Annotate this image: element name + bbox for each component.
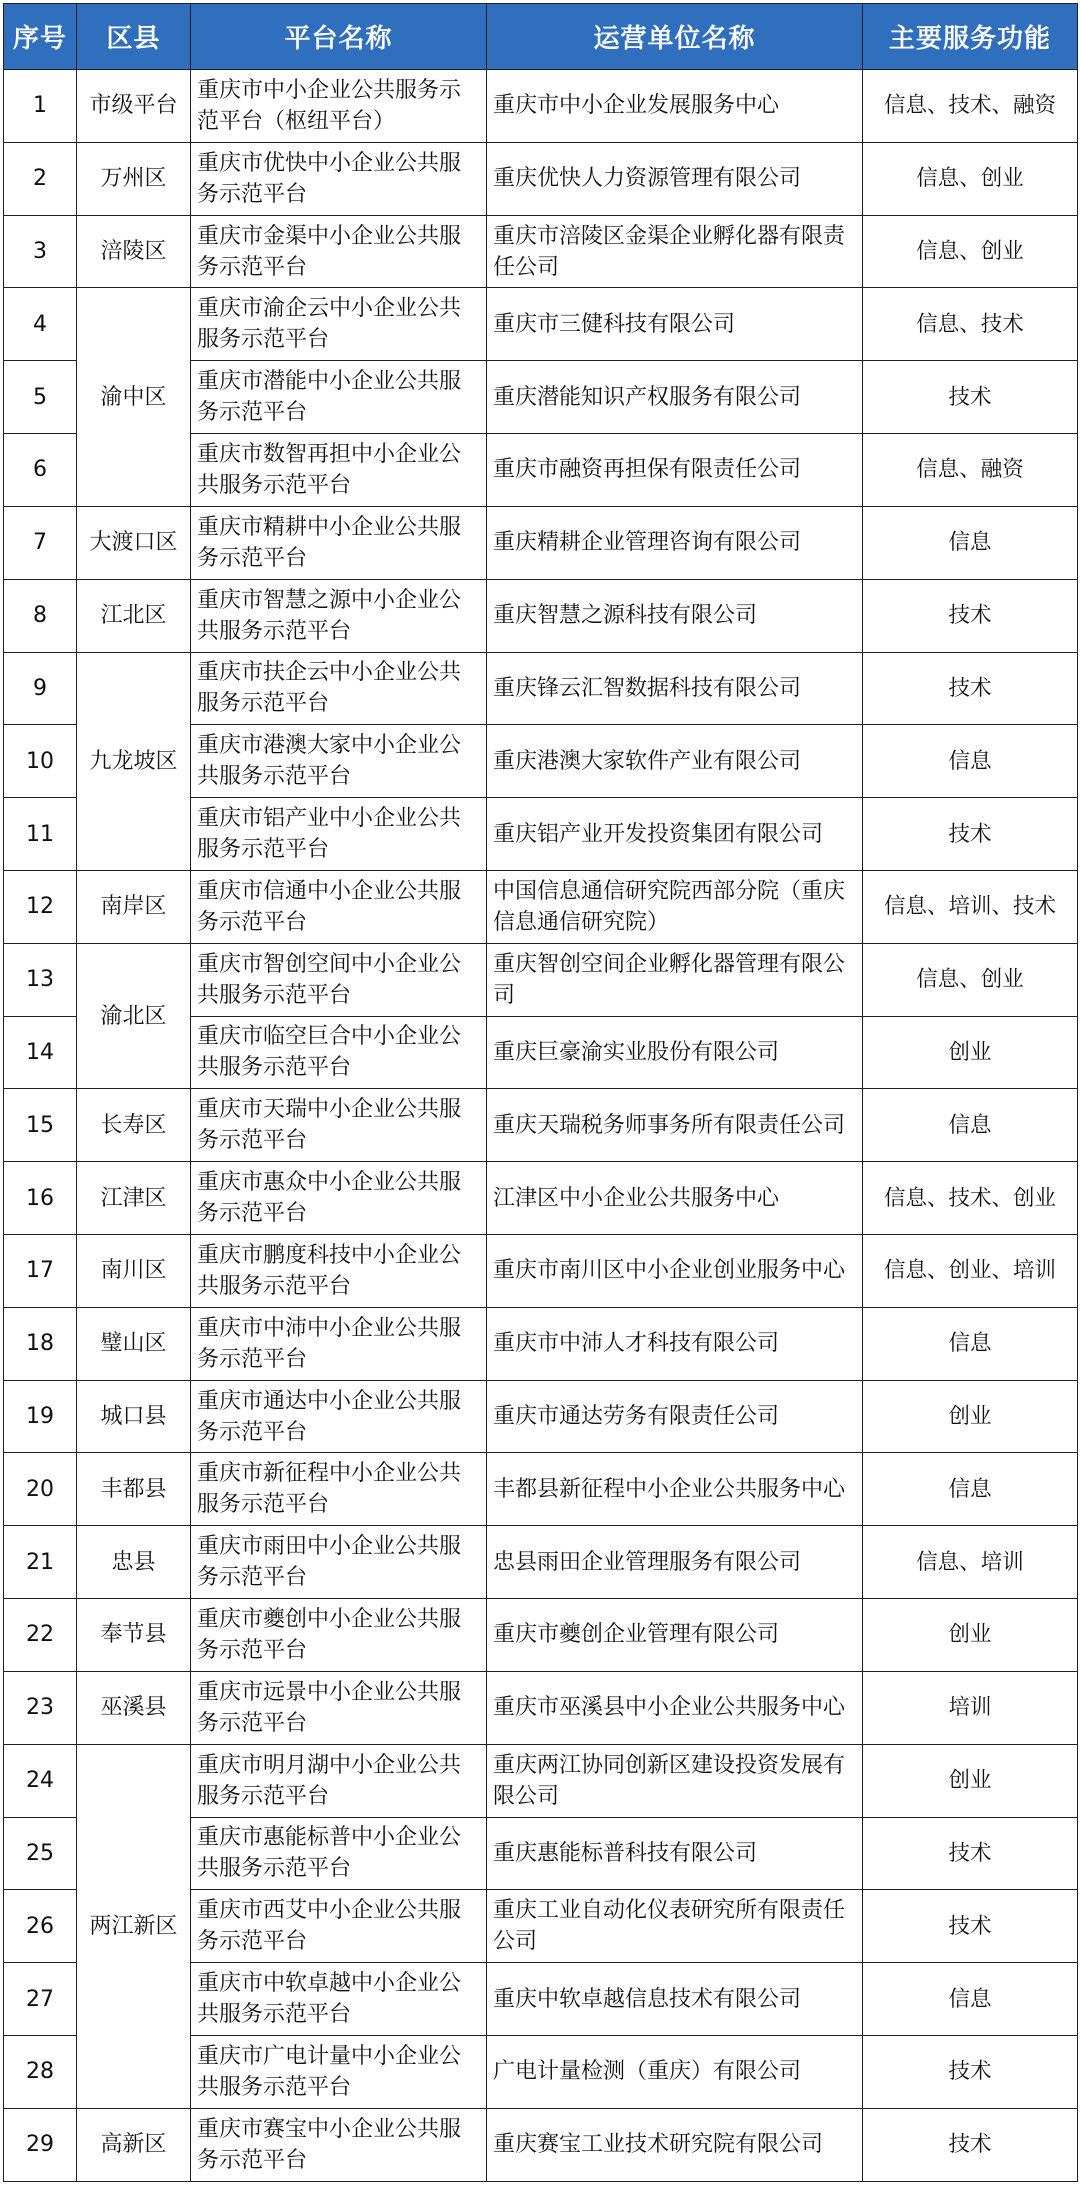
row-platform-name: 重庆市天瑞中小企业公共服务示范平台	[191, 1089, 487, 1162]
row-operator-name: 重庆潜能知识产权服务有限公司	[487, 361, 863, 434]
row-platform-name: 重庆市明月湖中小企业公共服务示范平台	[191, 1744, 487, 1817]
row-operator-name: 重庆市融资再担保有限责任公司	[487, 434, 863, 507]
row-service-functions: 信息、创业、培训	[863, 1235, 1078, 1308]
row-index: 27	[4, 1963, 77, 2036]
row-district: 渝中区	[77, 288, 191, 506]
row-service-functions: 信息	[863, 1963, 1078, 2036]
row-index: 21	[4, 1526, 77, 1599]
row-district: 市级平台	[77, 70, 191, 143]
table-row	[4, 1235, 1078, 1308]
row-service-functions: 信息、创业	[863, 142, 1078, 215]
row-index: 8	[4, 579, 77, 652]
row-district: 九龙坡区	[77, 652, 191, 870]
row-service-functions: 技术	[863, 2035, 1078, 2108]
header-operator-name: 运营单位名称	[487, 4, 863, 70]
row-service-functions: 技术	[863, 579, 1078, 652]
row-index: 19	[4, 1380, 77, 1453]
row-operator-name: 重庆铝产业开发投资集团有限公司	[487, 798, 863, 871]
row-district: 城口县	[77, 1380, 191, 1453]
table-row	[4, 506, 1078, 579]
row-index: 10	[4, 725, 77, 798]
row-operator-name: 重庆市中沛人才科技有限公司	[487, 1307, 863, 1380]
row-platform-name: 重庆市惠能标普中小企业公共服务示范平台	[191, 1817, 487, 1890]
platform-table	[3, 3, 1078, 2182]
header-index: 序号	[4, 4, 77, 70]
row-platform-name: 重庆市通达中小企业公共服务示范平台	[191, 1380, 487, 1453]
row-operator-name: 重庆市夔创企业管理有限公司	[487, 1599, 863, 1672]
table-row	[4, 215, 1078, 288]
row-platform-name: 重庆市中小企业公共服务示范平台（枢纽平台）	[191, 70, 487, 143]
row-platform-name: 重庆市新征程中小企业公共服务示范平台	[191, 1453, 487, 1526]
row-service-functions: 技术	[863, 1817, 1078, 1890]
row-service-functions: 信息、技术	[863, 288, 1078, 361]
row-district: 高新区	[77, 2108, 191, 2181]
header-service-functions: 主要服务功能	[863, 4, 1078, 70]
table-row	[4, 2108, 1078, 2181]
row-service-functions: 培训	[863, 1671, 1078, 1744]
row-operator-name: 重庆巨豪渝实业股份有限公司	[487, 1016, 863, 1089]
table-row	[4, 1453, 1078, 1526]
table-row	[4, 579, 1078, 652]
row-operator-name: 重庆中软卓越信息技术有限公司	[487, 1963, 863, 2036]
row-platform-name: 重庆市惠众中小企业公共服务示范平台	[191, 1162, 487, 1235]
table-row	[4, 1671, 1078, 1744]
row-service-functions: 信息	[863, 1453, 1078, 1526]
row-operator-name: 中国信息通信研究院西部分院（重庆信息通信研究院）	[487, 870, 863, 943]
row-service-functions: 技术	[863, 798, 1078, 871]
table-row	[4, 1307, 1078, 1380]
row-service-functions: 信息、技术、创业	[863, 1162, 1078, 1235]
row-platform-name: 重庆市铝产业中小企业公共服务示范平台	[191, 798, 487, 871]
row-index: 25	[4, 1817, 77, 1890]
table-row	[4, 943, 1078, 1016]
row-district: 忠县	[77, 1526, 191, 1599]
row-district: 万州区	[77, 142, 191, 215]
row-service-functions: 创业	[863, 1016, 1078, 1089]
row-service-functions: 信息、创业	[863, 943, 1078, 1016]
table-row	[4, 1599, 1078, 1672]
row-district: 丰都县	[77, 1453, 191, 1526]
row-platform-name: 重庆市数智再担中小企业公共服务示范平台	[191, 434, 487, 507]
row-platform-name: 重庆市雨田中小企业公共服务示范平台	[191, 1526, 487, 1599]
table-row	[4, 1744, 1078, 1817]
row-district: 渝北区	[77, 943, 191, 1089]
row-index: 4	[4, 288, 77, 361]
table-row	[4, 288, 1078, 361]
table-row	[4, 652, 1078, 725]
row-operator-name: 重庆市中小企业发展服务中心	[487, 70, 863, 143]
row-index: 13	[4, 943, 77, 1016]
row-operator-name: 重庆智慧之源科技有限公司	[487, 579, 863, 652]
row-platform-name: 重庆市潜能中小企业公共服务示范平台	[191, 361, 487, 434]
row-index: 5	[4, 361, 77, 434]
row-district: 大渡口区	[77, 506, 191, 579]
row-district: 璧山区	[77, 1307, 191, 1380]
row-service-functions: 技术	[863, 652, 1078, 725]
row-district: 两江新区	[77, 1744, 191, 2108]
row-district: 南川区	[77, 1235, 191, 1308]
row-platform-name: 重庆市扶企云中小企业公共服务示范平台	[191, 652, 487, 725]
row-operator-name: 江津区中小企业公共服务中心	[487, 1162, 863, 1235]
row-index: 24	[4, 1744, 77, 1817]
header-row	[4, 4, 1078, 70]
row-service-functions: 技术	[863, 2108, 1078, 2181]
table-row	[4, 1380, 1078, 1453]
row-operator-name: 重庆市南川区中小企业创业服务中心	[487, 1235, 863, 1308]
row-index: 26	[4, 1890, 77, 1963]
row-platform-name: 重庆市夔创中小企业公共服务示范平台	[191, 1599, 487, 1672]
row-index: 28	[4, 2035, 77, 2108]
row-index: 3	[4, 215, 77, 288]
row-platform-name: 重庆市西艾中小企业公共服务示范平台	[191, 1890, 487, 1963]
row-index: 9	[4, 652, 77, 725]
row-operator-name: 重庆锋云汇智数据科技有限公司	[487, 652, 863, 725]
row-platform-name: 重庆市赛宝中小企业公共服务示范平台	[191, 2108, 487, 2181]
row-district: 长寿区	[77, 1089, 191, 1162]
row-operator-name: 重庆市巫溪县中小企业公共服务中心	[487, 1671, 863, 1744]
row-index: 29	[4, 2108, 77, 2181]
row-index: 23	[4, 1671, 77, 1744]
row-operator-name: 重庆市涪陵区金渠企业孵化器有限责任公司	[487, 215, 863, 288]
row-operator-name: 丰都县新征程中小企业公共服务中心	[487, 1453, 863, 1526]
row-service-functions: 创业	[863, 1380, 1078, 1453]
row-service-functions: 信息、创业	[863, 215, 1078, 288]
row-service-functions: 信息、培训、技术	[863, 870, 1078, 943]
header-district: 区县	[77, 4, 191, 70]
row-service-functions: 信息、培训	[863, 1526, 1078, 1599]
row-operator-name: 重庆市三健科技有限公司	[487, 288, 863, 361]
row-index: 17	[4, 1235, 77, 1308]
row-index: 22	[4, 1599, 77, 1672]
row-platform-name: 重庆市渝企云中小企业公共服务示范平台	[191, 288, 487, 361]
row-service-functions: 信息	[863, 1089, 1078, 1162]
row-operator-name: 重庆两江协同创新区建设投资发展有限公司	[487, 1744, 863, 1817]
table-row	[4, 1162, 1078, 1235]
row-district: 涪陵区	[77, 215, 191, 288]
row-index: 1	[4, 70, 77, 143]
row-platform-name: 重庆市智创空间中小企业公共服务示范平台	[191, 943, 487, 1016]
row-platform-name: 重庆市临空巨合中小企业公共服务示范平台	[191, 1016, 487, 1089]
row-index: 15	[4, 1089, 77, 1162]
row-index: 11	[4, 798, 77, 871]
row-index: 16	[4, 1162, 77, 1235]
row-index: 20	[4, 1453, 77, 1526]
row-operator-name: 重庆赛宝工业技术研究院有限公司	[487, 2108, 863, 2181]
row-operator-name: 重庆天瑞税务师事务所有限责任公司	[487, 1089, 863, 1162]
row-district: 南岸区	[77, 870, 191, 943]
row-operator-name: 重庆市通达劳务有限责任公司	[487, 1380, 863, 1453]
row-district: 巫溪县	[77, 1671, 191, 1744]
row-service-functions: 创业	[863, 1744, 1078, 1817]
table-body	[4, 70, 1078, 2182]
row-platform-name: 重庆市精耕中小企业公共服务示范平台	[191, 506, 487, 579]
row-service-functions: 技术	[863, 361, 1078, 434]
row-index: 14	[4, 1016, 77, 1089]
row-operator-name: 重庆智创空间企业孵化器管理有限公司	[487, 943, 863, 1016]
row-index: 18	[4, 1307, 77, 1380]
row-operator-name: 重庆惠能标普科技有限公司	[487, 1817, 863, 1890]
row-district: 江津区	[77, 1162, 191, 1235]
row-platform-name: 重庆市远景中小企业公共服务示范平台	[191, 1671, 487, 1744]
row-platform-name: 重庆市广电计量中小企业公共服务示范平台	[191, 2035, 487, 2108]
row-service-functions: 创业	[863, 1599, 1078, 1672]
row-platform-name: 重庆市信通中小企业公共服务示范平台	[191, 870, 487, 943]
table-row	[4, 1089, 1078, 1162]
row-district: 江北区	[77, 579, 191, 652]
table-row	[4, 1526, 1078, 1599]
row-index: 2	[4, 142, 77, 215]
row-operator-name: 重庆港澳大家软件产业有限公司	[487, 725, 863, 798]
row-index: 12	[4, 870, 77, 943]
table-row	[4, 142, 1078, 215]
table-row	[4, 70, 1078, 143]
table-row	[4, 870, 1078, 943]
row-platform-name: 重庆市优快中小企业公共服务示范平台	[191, 142, 487, 215]
row-operator-name: 重庆优快人力资源管理有限公司	[487, 142, 863, 215]
row-operator-name: 重庆工业自动化仪表研究所有限责任公司	[487, 1890, 863, 1963]
row-platform-name: 重庆市鹏度科技中小企业公共服务示范平台	[191, 1235, 487, 1308]
row-service-functions: 技术	[863, 1890, 1078, 1963]
row-operator-name: 重庆精耕企业管理咨询有限公司	[487, 506, 863, 579]
row-service-functions: 信息、技术、融资	[863, 70, 1078, 143]
row-service-functions: 信息	[863, 725, 1078, 798]
table-header	[4, 4, 1078, 70]
row-service-functions: 信息、融资	[863, 434, 1078, 507]
row-operator-name: 忠县雨田企业管理服务有限公司	[487, 1526, 863, 1599]
row-index: 6	[4, 434, 77, 507]
row-platform-name: 重庆市中沛中小企业公共服务示范平台	[191, 1307, 487, 1380]
row-service-functions: 信息	[863, 1307, 1078, 1380]
row-service-functions: 信息	[863, 506, 1078, 579]
row-platform-name: 重庆市金渠中小企业公共服务示范平台	[191, 215, 487, 288]
row-platform-name: 重庆市智慧之源中小企业公共服务示范平台	[191, 579, 487, 652]
row-index: 7	[4, 506, 77, 579]
row-district: 奉节县	[77, 1599, 191, 1672]
header-platform-name: 平台名称	[191, 4, 487, 70]
row-platform-name: 重庆市港澳大家中小企业公共服务示范平台	[191, 725, 487, 798]
row-platform-name: 重庆市中软卓越中小企业公共服务示范平台	[191, 1963, 487, 2036]
row-operator-name: 广电计量检测（重庆）有限公司	[487, 2035, 863, 2108]
